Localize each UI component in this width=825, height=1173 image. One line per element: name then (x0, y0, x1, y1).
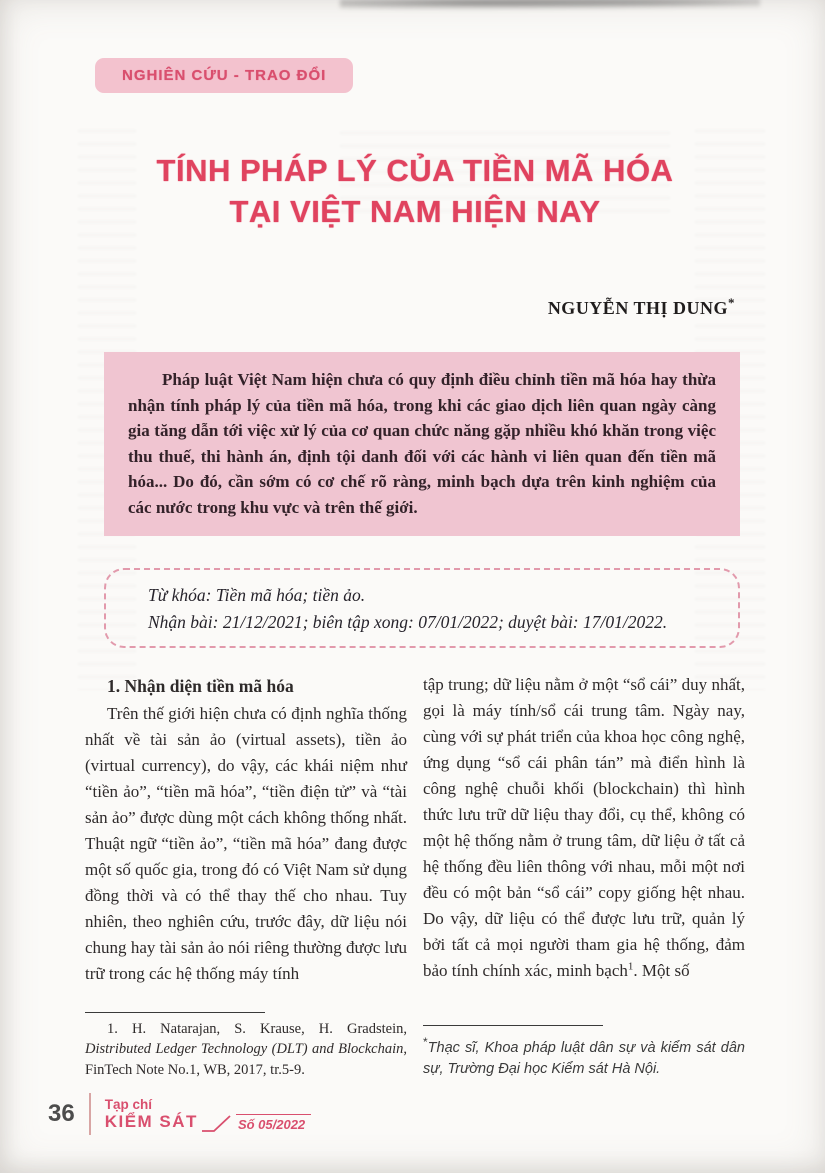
footer-page-number: 36 (48, 1100, 75, 1127)
right-paragraph: tập trung; dữ liệu nằm ở một “sổ cái” duy nhất, gọi là máy tính/sổ cái trung tâm. Ngày nay, cùng với sự phát triển của khoa học công nghệ, ứng dụng “sổ cái phân tán” mà điển hình là công nghệ chuỗi khối (blockchain) thì hình thức lưu trữ dữ liệu thay đổi, cụ thể, không có một hệ thống nằm ở trung tâm, dữ liệu ở tất cả hệ thống đều liên thông với nhau, mỗi một nơi đều có một bản “sổ cái” copy giống hệt nhau. Do vậy, dữ liệu có thể được lưu trữ, quản lý bởi tất cả mọi người tham gia hệ thống, đảm bảo tính chính xác, minh bạch$^1$. Một số (423, 675, 745, 980)
author-name: NGUYỄN THỊ DUNG* (547, 295, 735, 318)
journal-logo-mark (200, 1115, 234, 1133)
footnote-separator (423, 1025, 603, 1026)
footer-divider (89, 1093, 91, 1135)
journal-name-small: Tạp chí (104, 1096, 152, 1112)
page-title (85, 150, 745, 232)
body-column-right (423, 672, 745, 1080)
footnote-left: 1. H. Natarajan, S. Krause, H. Gradstein, Distributed Ledger Technology (DLT) and Blockchain, FinTech Note No.1, WB, 2017, tr.5-9. (85, 1020, 407, 1078)
scan-artifact (340, 0, 760, 10)
keywords-label: Từ khóa: (148, 585, 212, 605)
title-line-1: TÍNH PHÁP LÝ CỦA TIỀN MÃ HÓA (156, 153, 674, 188)
asterisk-mark: * (423, 1035, 428, 1050)
left-paragraph: Trên thế giới hiện chưa có định nghĩa thống nhất về tài sản ảo (virtual assets), tiền ảo (virtual currency), do vậy, các khái niệm như “tiền ảo”, “tiền mã hóa”, “tiền điện tử” và “tài sản ảo” được dùng một cách không thống nhất. Thuật ngữ “tiền ảo”, “tiền mã hóa” đang được một số quốc gia, trong đó có Việt Nam sử dụng đồng thời và có thể thay thế cho nhau. Tuy nhiên, theo nghiên cứu, trước đây, dữ liệu nói chung hay tài sản ảo nói riêng thường được lưu trữ trong các hệ thống máy tính (85, 704, 407, 983)
keywords-box (104, 568, 740, 648)
dates-line: Nhận bài: 21/12/2021; biên tập xong: 07/01/2022; duyệt bài: 17/01/2022. (148, 612, 668, 632)
abstract-text: Pháp luật Việt Nam hiện chưa có quy định điều chỉnh tiền mã hóa hay thừa nhận tính pháp lý của tiền mã hóa, trong khi các giao dịch liên quan ngày càng gia tăng dẫn tới việc xử lý của cơ quan chức năng gặp nhiều khó khăn trong việc thu thuế, thi hành án, định tội danh đối với các hành vi liên quan đến tiền mã hóa... Do đó, cần sớm có cơ chế rõ ràng, minh bạch dựa trên kinh nghiệm của các nước trong khu vực và trên thế giới. (128, 370, 716, 517)
footnote-separator (85, 1012, 265, 1013)
journal-name-row (105, 1112, 311, 1132)
body-column-left (85, 672, 407, 1080)
page-footer (48, 1093, 311, 1135)
right-footnote-block (423, 1015, 745, 1080)
journal-logo (105, 1097, 311, 1132)
section-heading: 1. Nhận diện tiền mã hóa (107, 676, 294, 696)
footnote-right: *Thạc sĩ, Khoa pháp luật dân sự và kiểm sát dân sự, Trường Đại học Kiểm sát Hà Nội. (423, 1035, 745, 1077)
keywords-line (148, 582, 718, 609)
title-line-2: TẠI VIỆT NAM HIỆN NAY (229, 194, 601, 229)
category-badge: NGHIÊN CỨU - TRAO ĐỔI (95, 58, 353, 93)
abstract-box (104, 352, 740, 536)
issue-label: Số 05/2022 (236, 1114, 311, 1132)
author-footnote-mark: * (728, 295, 735, 310)
footnote-ref: 1 (627, 960, 634, 973)
article-body (85, 672, 745, 1080)
left-footnote-block (85, 1002, 407, 1081)
journal-name: KIỂM SÁT (104, 1111, 198, 1131)
keywords-text: Tiền mã hóa; tiền ảo. (215, 585, 366, 605)
footnote-left-reference-title: Distributed Ledger Technology (DLT) and Blockchain (85, 1041, 404, 1057)
